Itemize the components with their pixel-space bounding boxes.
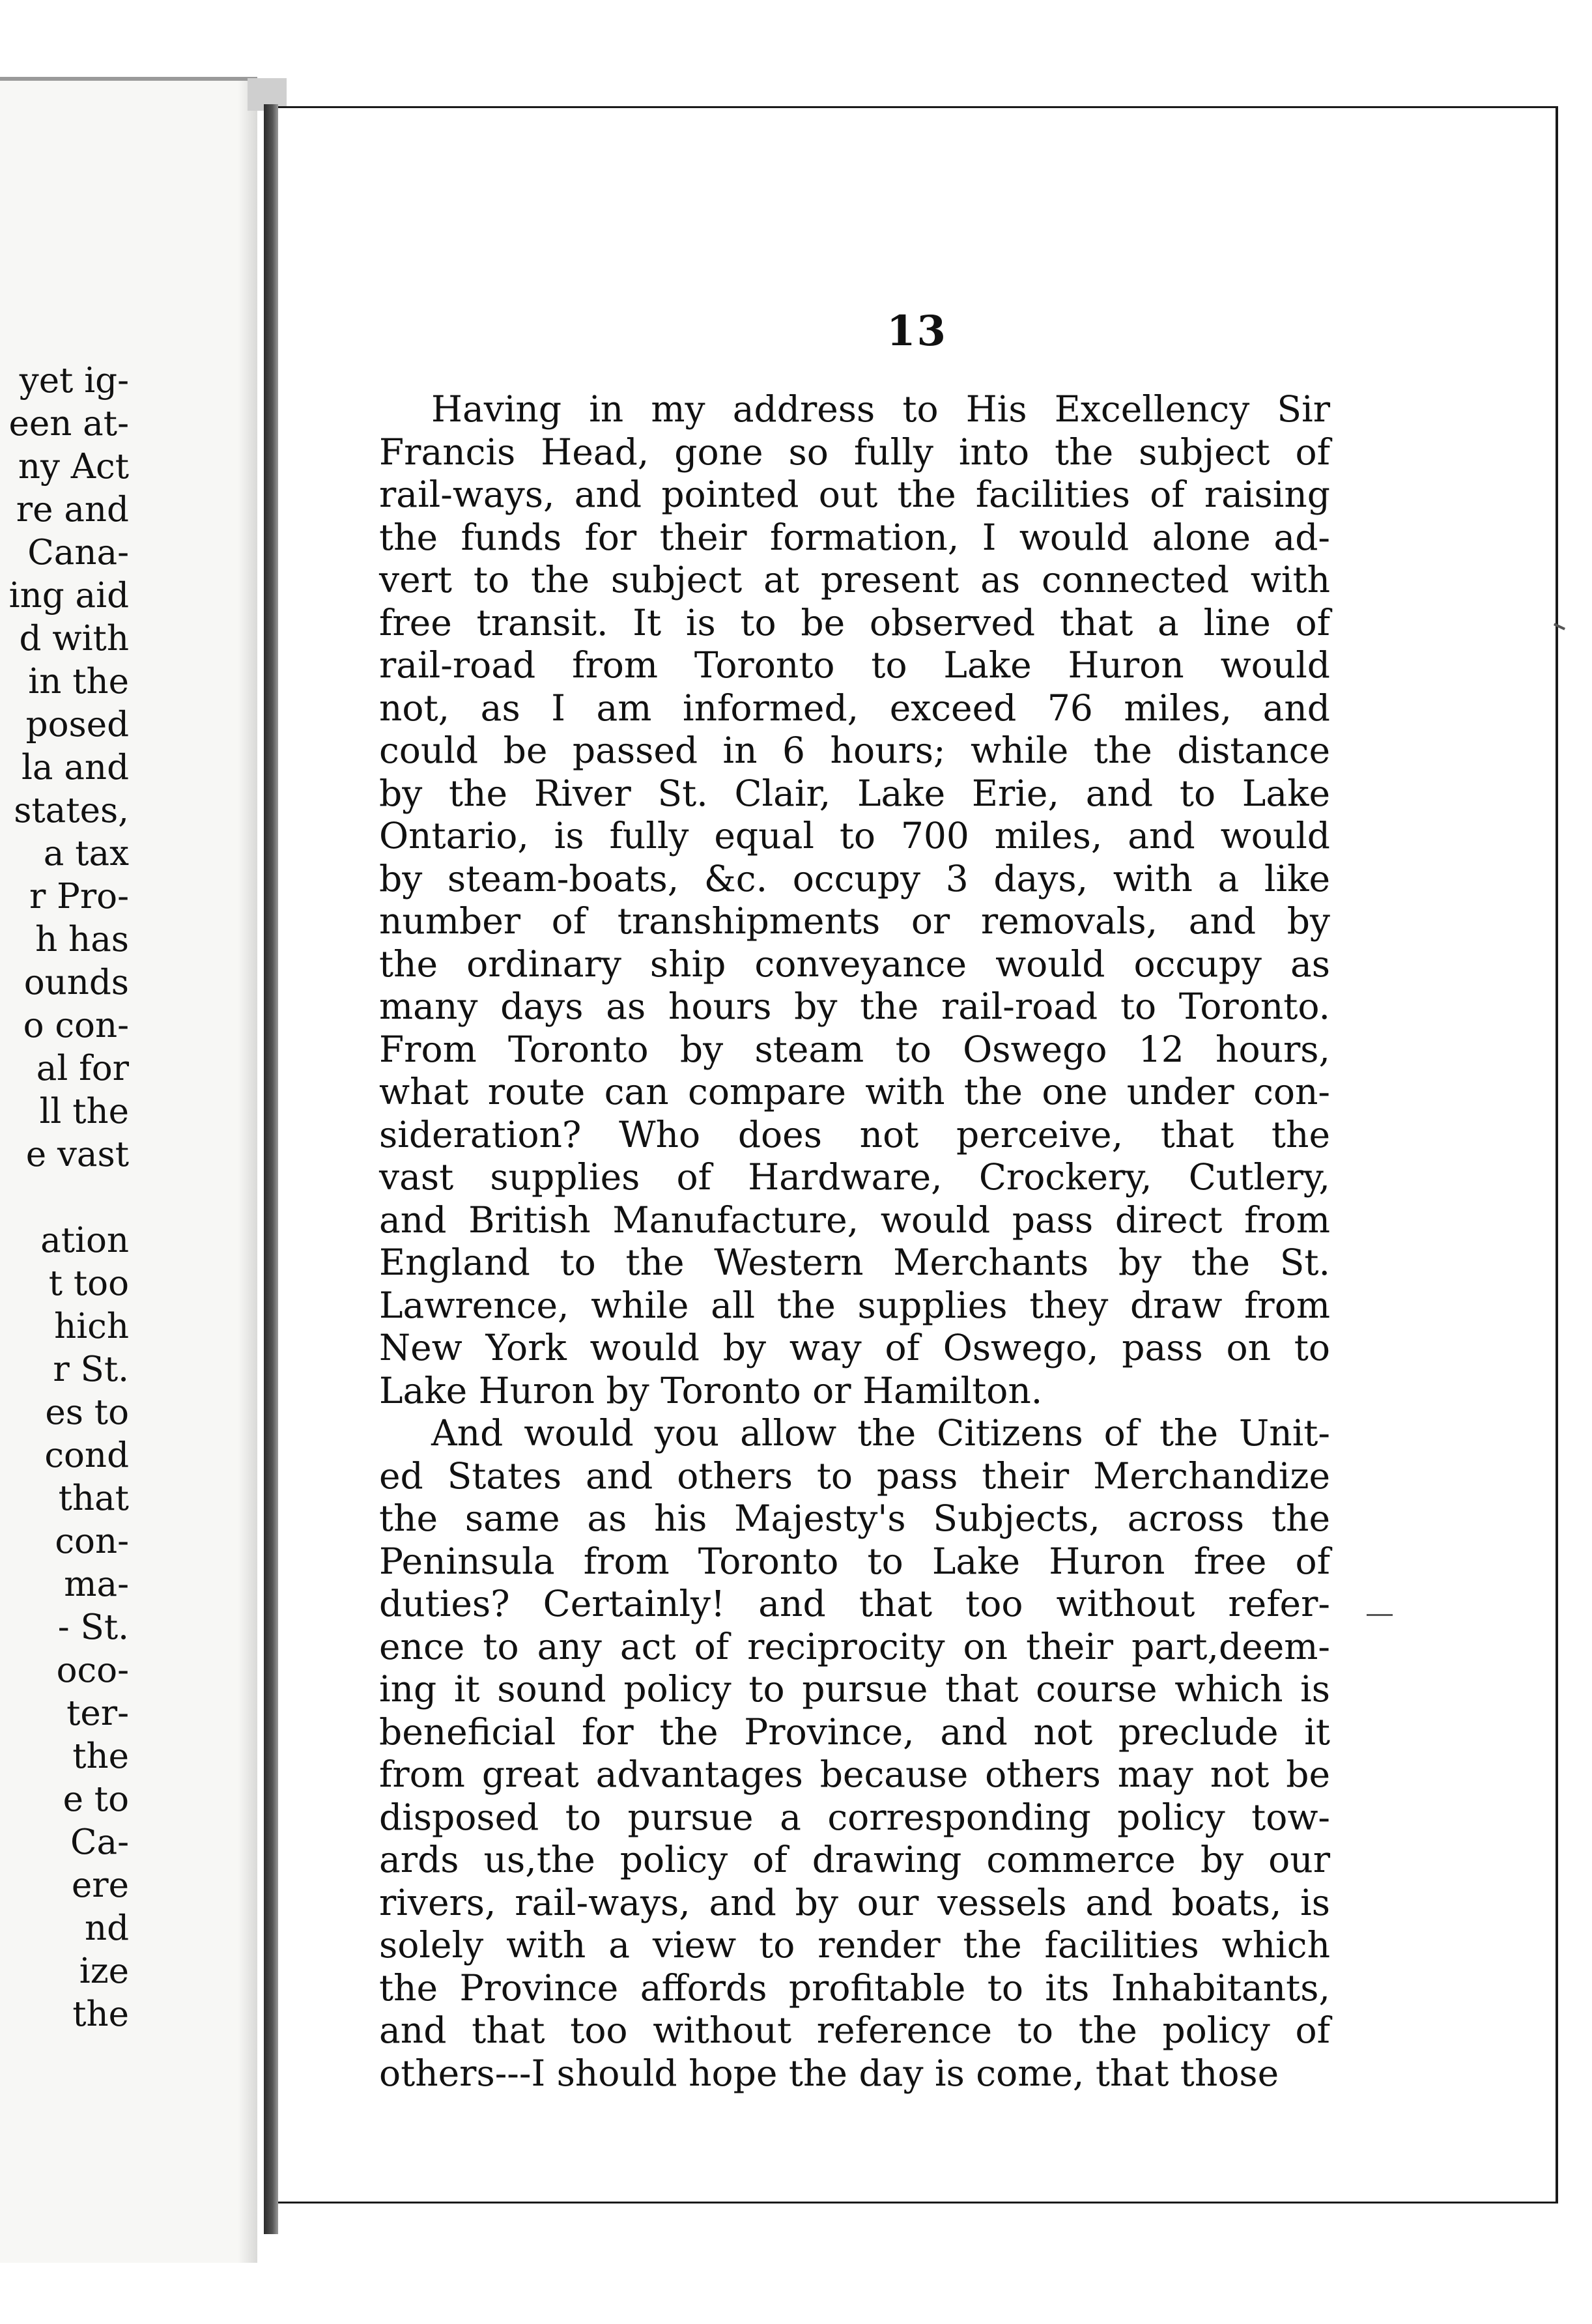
text-line: Francis Head, gone so fully into the subject of: [379, 431, 1330, 473]
text-line: England to the Western Merchants by the St.: [379, 1241, 1330, 1283]
left-page-text-fragment: h has: [35, 920, 129, 959]
left-page-text-column: [0, 360, 129, 2036]
text-line: ence to any act of reciprocity on their part,deem-: [379, 1625, 1330, 1667]
text-line: and British Manufacture, would pass direct from: [379, 1198, 1330, 1241]
book-spine: [264, 104, 278, 2234]
text-line: rivers, rail-ways, and by our vessels and boats, is: [379, 1881, 1330, 1923]
text-line: New York would by way of Oswego, pass on to: [379, 1327, 1330, 1368]
left-page-text-fragment: ma-: [64, 1565, 129, 1604]
text-line: Ontario, is fully equal to 700 miles, and would: [379, 815, 1330, 857]
left-page-text-fragment: in the: [28, 662, 129, 701]
text-line: ed States and others to pass their Merchandize: [379, 1454, 1330, 1497]
text-line: could be passed in 6 hours; while the distance: [379, 730, 1330, 771]
left-page-text-fragment: that: [58, 1479, 129, 1518]
text-line: duties? Certainly! and that too without refer-: [379, 1583, 1330, 1624]
left-page-text-fragment: d with: [19, 619, 129, 659]
left-page-text-fragment: cond: [44, 1436, 129, 1475]
left-page-text-fragment: states,: [14, 791, 129, 830]
margin-mark: [1367, 1614, 1393, 1616]
text-line: From Toronto by steam to Oswego 12 hours,: [379, 1028, 1330, 1070]
text-line: ards us,the policy of drawing commerce by our: [379, 1839, 1330, 1880]
left-page-text-fragment: ize: [79, 1951, 129, 1991]
text-line: free transit. It is to be observed that a line of: [379, 601, 1330, 644]
text-line: what route can compare with the one under con-: [379, 1071, 1330, 1112]
text-line: sideration? Who does not perceive, that the: [379, 1113, 1330, 1155]
text-line: Having in my address to His Excellency Sir: [431, 388, 1330, 430]
text-line: by the River St. Clair, Lake Erie, and to Lake: [379, 772, 1330, 814]
left-page-text-fragment: the: [72, 1736, 129, 1776]
text-line: the funds for their formation, I would alone ad-: [379, 516, 1330, 558]
left-page-text-fragment: Cana-: [27, 533, 129, 573]
page-body-text: [379, 388, 1330, 2095]
text-line: number of transhipments or removals, and by: [379, 900, 1330, 942]
text-line: beneficial for the Province, and not preclude it: [379, 1710, 1330, 1753]
left-page-text-fragment: Ca-: [70, 1822, 129, 1862]
text-line: the Province affords profitable to its Inhabitants,: [379, 1966, 1330, 2009]
text-line: solely with a view to render the facilities which: [379, 1924, 1330, 1966]
text-line: disposed to pursue a corresponding policy tow-: [379, 1796, 1330, 1838]
left-page-text-fragment: la and: [21, 748, 129, 787]
left-page-text-fragment: re and: [16, 490, 129, 530]
left-page-text-fragment: oco-: [56, 1651, 129, 1690]
left-page-text-fragment: ounds: [23, 963, 129, 1002]
left-page-text-fragment: con-: [55, 1522, 129, 1561]
left-page-text-fragment: nd: [84, 1908, 129, 1948]
left-page-text-fragment: yet ig-: [19, 361, 129, 401]
text-line: the ordinary ship conveyance would occupy as: [379, 942, 1330, 985]
left-page-text-fragment: al for: [36, 1049, 129, 1088]
left-page-text-fragment: t too: [48, 1264, 129, 1303]
text-line: by steam-boats, &c. occupy 3 days, with a like: [379, 857, 1330, 900]
left-page-text-fragment: the: [72, 1994, 129, 2034]
page-number: 13: [886, 307, 948, 356]
left-page-text-fragment: o con-: [23, 1006, 129, 1045]
left-page-text-fragment: a tax: [43, 834, 129, 873]
text-line: And would you allow the Citizens of the Unit-: [431, 1412, 1330, 1454]
left-page-text-fragment: een at-: [8, 404, 129, 444]
text-line: many days as hours by the rail-road to Toronto.: [379, 985, 1330, 1027]
left-page-text-fragment: e vast: [25, 1135, 129, 1174]
left-page-text-fragment: ing aid: [8, 576, 129, 616]
text-line: from great advantages because others may not be: [379, 1753, 1330, 1795]
text-line: ing it sound policy to pursue that course which is: [379, 1668, 1330, 1710]
text-line: Lake Huron by Toronto or Hamilton.: [379, 1369, 1043, 1411]
left-page-text-fragment: - St.: [57, 1608, 129, 1647]
text-line: not, as I am informed, exceed 76 miles, and: [379, 687, 1330, 729]
left-page-text-fragment: ation: [40, 1221, 129, 1260]
left-page-text-fragment: hich: [54, 1307, 129, 1346]
left-page-text-fragment: ny Act: [18, 447, 129, 487]
left-facing-page: [0, 77, 257, 2263]
text-line: rail-ways, and pointed out the facilities of raising: [379, 474, 1330, 515]
left-page-text-fragment: e to: [63, 1779, 129, 1819]
left-page-text-fragment: posed: [25, 705, 129, 744]
text-line: others---I should hope the day is come, that those: [379, 2052, 1279, 2094]
left-page-edge-shadow: [238, 81, 257, 2263]
text-line: vast supplies of Hardware, Crockery, Cutlery,: [379, 1156, 1330, 1198]
text-line: Peninsula from Toronto to Lake Huron free of: [379, 1540, 1330, 1582]
left-page-text-fragment: ter-: [66, 1693, 129, 1733]
text-line: vert to the subject at present as connected with: [379, 559, 1330, 601]
left-page-text-fragment: ere: [71, 1865, 129, 1905]
paragraph-gap: [0, 1176, 129, 1219]
text-line: the same as his Majesty's Subjects, across the: [379, 1497, 1330, 1539]
left-page-text-fragment: r Pro-: [29, 877, 129, 916]
text-line: Lawrence, while all the supplies they draw from: [379, 1284, 1330, 1326]
left-page-text-fragment: es to: [45, 1393, 129, 1432]
left-page-text-fragment: ll the: [39, 1092, 129, 1131]
text-line: rail-road from Toronto to Lake Huron would: [379, 644, 1330, 686]
right-page: [278, 106, 1558, 2204]
text-line: and that too without reference to the policy of: [379, 2009, 1330, 2051]
left-page-text-fragment: r St.: [53, 1350, 129, 1389]
